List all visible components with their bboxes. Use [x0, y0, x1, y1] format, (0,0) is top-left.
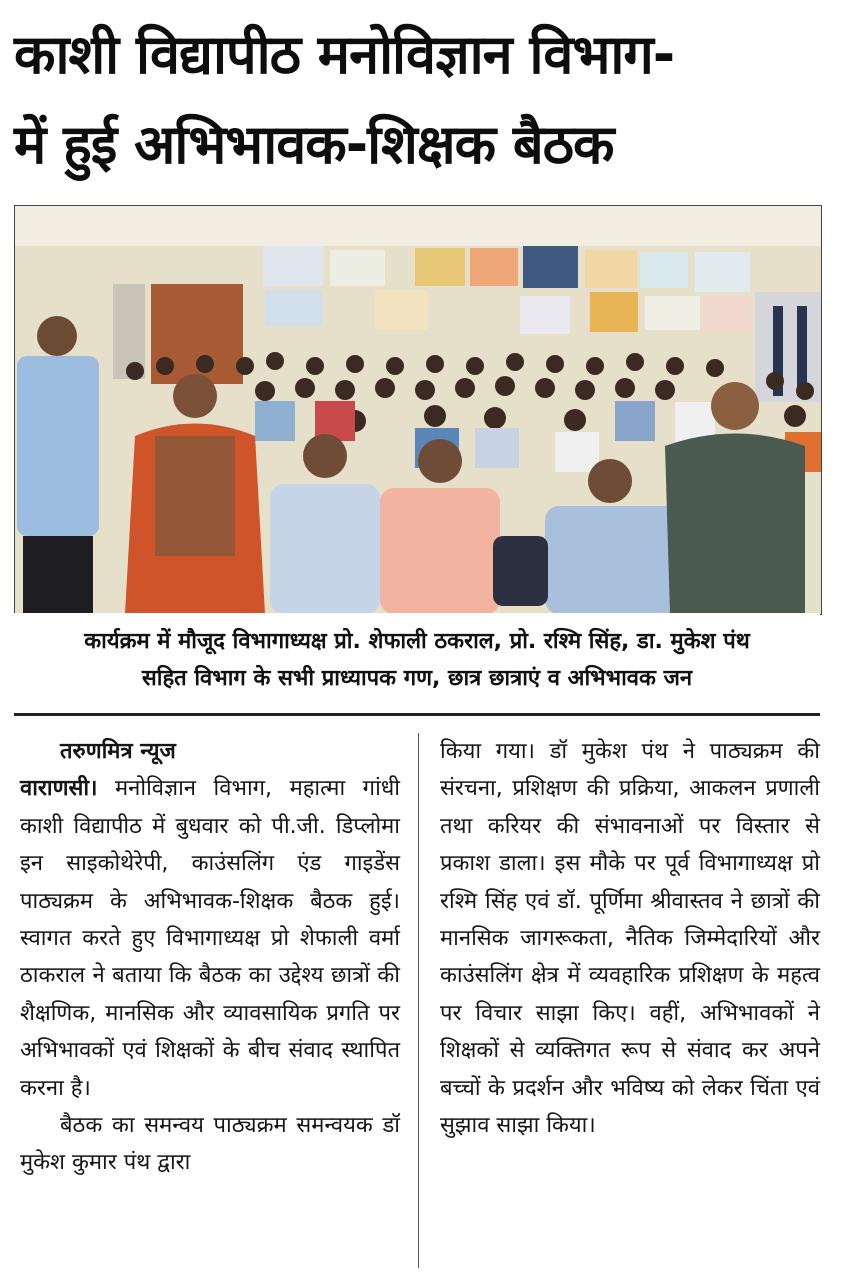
- photo-caption: [14, 613, 820, 716]
- paragraph-2-text: बैठक का समन्वय पाठ्यक्रम समन्वयक डॉ मुकेश कुमार पंथ द्वारा: [20, 1113, 400, 1176]
- byline: तरुणमित्र न्यूज: [60, 739, 176, 764]
- dateline: वाराणसी।: [20, 776, 98, 802]
- article-paragraph-3: किया गया। डॉ मुकेश पंथ ने पाठ्यक्रम की संरचना, प्रशिक्षण की प्रक्रिया, आकलन प्रणाली तथा करियर की संभावनाओं पर विस्तार से प्रकाश डाला। इस मौके पर पूर्व विभागाध्यक्ष प्रो रश्मि सिंह एवं डॉ. पूर्णिमा श्रीवास्तव ने छात्रों की मानसिक जागरूकता, नैतिक जिम्मेदारियों और काउंसलिंग क्षेत्र में व्यवहारिक प्रशिक्षण के महत्व पर विचार साझा किए। वहीं, अभिभावकों ने शिक्षकों से व्यक्तिगत रूप से संवाद कर अपने बच्चों के प्रदर्शन और भविष्य को लेकर चिंता एवं सुझाव साझा किया।: [440, 739, 820, 1139]
- caption-line-1: कार्यक्रम में मौजूद विभागाध्यक्ष प्रो. शेफाली ठकराल, प्रो. रश्मि सिंह, डा. मुकेश पंथ: [84, 629, 750, 654]
- column-divider: [418, 733, 419, 1268]
- headline: [14, 10, 829, 190]
- article-column-left: [20, 733, 400, 1182]
- article-column-right: [440, 733, 820, 1144]
- headline-line-2: में हुई अभिभावक-शिक्षक बैठक: [14, 113, 614, 176]
- paragraph-1-text: मनोविज्ञान विभाग, महात्मा गांधी काशी विद्यापीठ में बुधवार को पी.जी. डिप्लोमा इन साइकोथेरेपी, काउंसलिंग एंड गाइडेंस पाठ्यक्रम के अभिभावक-शिक्षक बैठक हुई। स्वागत करते हुए विभागाध्यक्ष प्रो शेफाली वर्मा ठाकराल ने बताया कि बैठक का उद्देश्य छात्रों की शैक्षणिक, मानसिक और व्यावसायिक प्रगति पर अभिभावकों एवं शिक्षकों के बीच संवाद स्थापित करना है।: [20, 776, 400, 1101]
- group-photo: [14, 205, 822, 615]
- caption-line-2: सहित विभाग के सभी प्राध्यापक गण, छात्र छात्राएं व अभिभावक जन: [141, 666, 693, 691]
- article-paragraph-2: [20, 1107, 400, 1182]
- article-paragraph-1: [20, 770, 400, 1107]
- headline-line-1: काशी विद्यापीठ मनोविज्ञान विभाग-: [14, 23, 675, 86]
